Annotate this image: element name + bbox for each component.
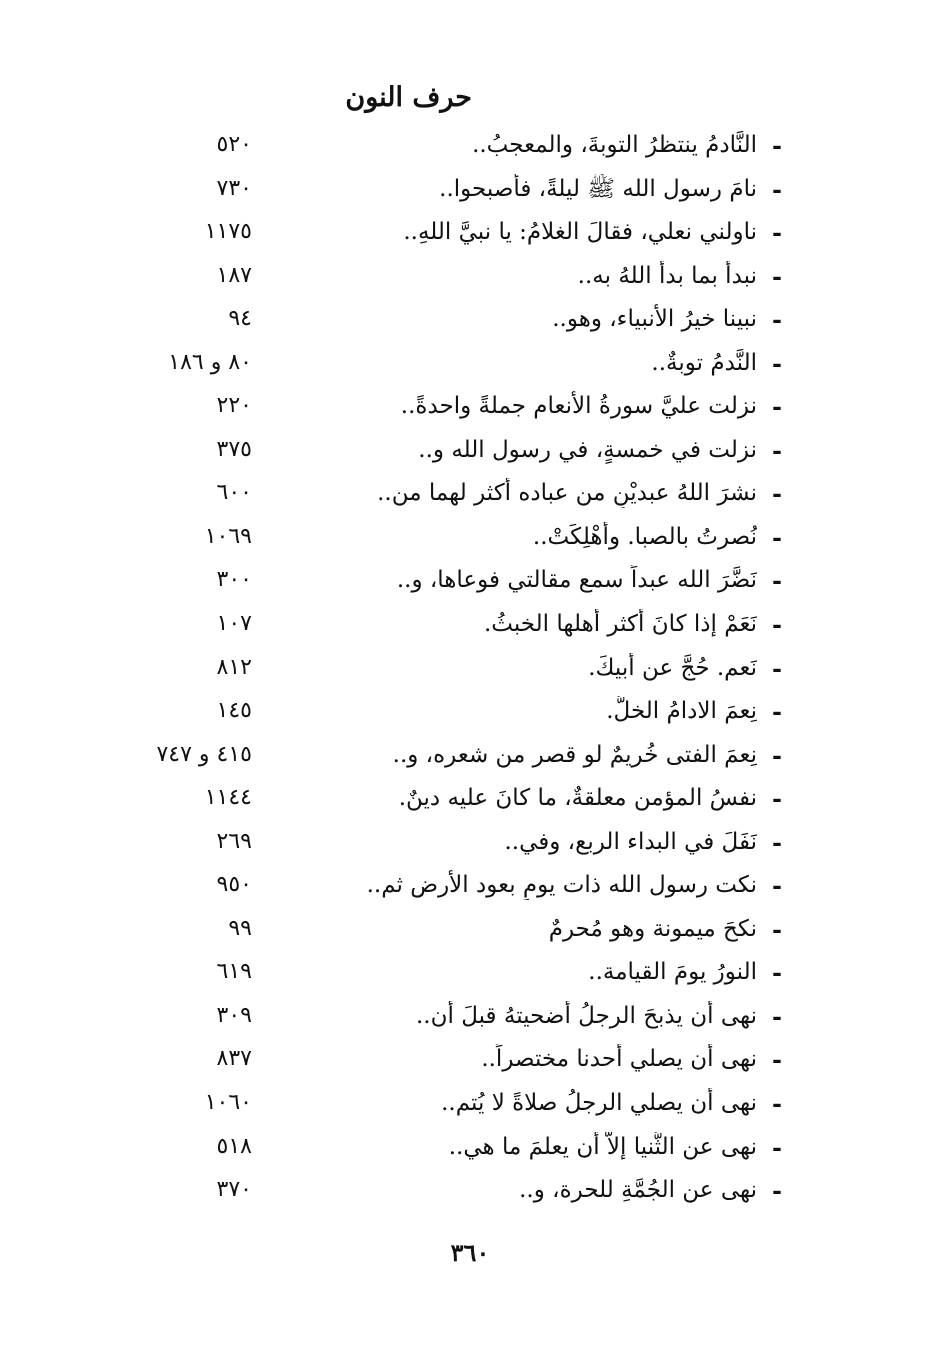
- entry-text: النَّادمُ ينتظرُ التوبةَ، والمعجبُ..: [472, 132, 757, 158]
- entry-page-ref: ٣٠٠: [216, 567, 252, 593]
- index-entry: [0, 779, 940, 823]
- entry-page-ref: ٦١٩: [216, 959, 252, 985]
- entry-text: نهى عن الجُمَّةِ للحرة، و..: [519, 1177, 757, 1204]
- entry-page-ref: ٤١٥ و ٧٤٧: [156, 741, 252, 767]
- entry-dash: -: [772, 871, 782, 901]
- entry-page-ref: ١٤٥: [216, 698, 252, 724]
- index-entry: [0, 431, 940, 475]
- entry-text: نَضَّرَ الله عبداً سمع مقالتي فوعاها، و..: [396, 567, 757, 594]
- index-entry: [0, 997, 940, 1041]
- index-entry: [0, 866, 940, 910]
- entry-page-ref: ٩٤: [228, 306, 252, 332]
- index-entry: [0, 692, 940, 736]
- entry-dash: -: [772, 1045, 782, 1075]
- entry-page-ref: ٩٩: [228, 915, 252, 941]
- entry-dash: -: [772, 1176, 782, 1206]
- entry-text: نِعمَ الفتى خُريمٌ لو قصر من شعره، و..: [392, 741, 757, 768]
- entry-text: نامَ رسول الله ﷺ ليلةً، فأصبحوا..: [439, 175, 757, 202]
- section-heading: حرف النون: [345, 82, 472, 113]
- entry-page-ref: ١٠٦٩: [204, 523, 252, 549]
- entry-page-ref: ٩٥٠: [216, 872, 252, 898]
- index-entry: [0, 474, 940, 518]
- entry-page-ref: ٣٧٥: [216, 436, 252, 462]
- entry-dash: -: [772, 566, 782, 596]
- entry-page-ref: ٨٠ و ١٨٦: [168, 349, 252, 375]
- index-entry: [0, 213, 940, 257]
- entry-text: نكحَ ميمونة وهو مُحرمٌ: [548, 915, 757, 942]
- entry-dash: -: [772, 348, 782, 378]
- entry-dash: -: [772, 479, 782, 509]
- entry-page-ref: ٨١٢: [216, 654, 252, 680]
- entry-dash: -: [772, 697, 782, 727]
- entry-dash: -: [772, 610, 782, 640]
- entry-page-ref: ٢٦٩: [216, 828, 252, 854]
- entry-dash: -: [772, 218, 782, 248]
- entry-text: النَّدمُ توبةٌ..: [651, 349, 757, 376]
- entry-page-ref: ١١٧٥: [204, 219, 252, 245]
- entry-text: نفسُ المؤمن معلقةٌ، ما كانَ عليه دينٌ.: [398, 785, 757, 812]
- entry-page-ref: ١٨٧: [216, 262, 252, 288]
- entry-page-ref: ٣٠٩: [216, 1002, 252, 1028]
- index-entry: [0, 518, 940, 562]
- entry-dash: -: [772, 392, 782, 422]
- index-entry: [0, 953, 940, 997]
- page-number: ٣٦٠: [450, 1238, 490, 1267]
- index-entry: [0, 605, 940, 649]
- index-entry: [0, 344, 940, 388]
- entry-text: نهى أن يذبحَ الرجلُ أضحيتهُ قبلَ أن..: [415, 1002, 757, 1029]
- entry-text: نهى أن يصلي الرجلُ صلاةً لا يُتم..: [441, 1090, 757, 1117]
- entry-dash: -: [772, 740, 782, 770]
- entry-page-ref: ٥١٨: [216, 1133, 252, 1159]
- entry-dash: -: [772, 522, 782, 552]
- entry-page-ref: ٥٢٠: [216, 132, 252, 157]
- index-entry: [0, 300, 940, 344]
- entry-text: نكت رسول الله ذات يومٍ بعود الأرض ثم..: [366, 872, 757, 899]
- entry-text: نبدأ بما بدأ اللهُ به..: [577, 262, 757, 289]
- index-entry: [0, 736, 940, 780]
- entry-text: النورُ يومَ القيامة..: [588, 959, 757, 986]
- entry-page-ref: ٣٧٠: [216, 1177, 252, 1203]
- entry-dash: -: [772, 305, 782, 335]
- entry-page-ref: ٦٠٠: [216, 480, 252, 506]
- index-entry: [0, 1171, 940, 1215]
- index-entry: [0, 823, 940, 867]
- entry-dash: -: [772, 1001, 782, 1031]
- index-entry: [0, 561, 940, 605]
- entry-dash: -: [772, 784, 782, 814]
- entry-page-ref: ٨٣٧: [216, 1046, 252, 1072]
- index-entry: [0, 649, 940, 693]
- entry-page-ref: ٧٣٠: [216, 175, 252, 201]
- entry-text: نَعَمْ إذا كانَ أكثر أهلها الخبثُ.: [483, 611, 757, 638]
- entry-text: ناولني نعلي، فقالَ الغلامُ: يا نبيَّ اللهِ..: [403, 219, 757, 246]
- entry-text: نهى عن الثُّنيا إلاَّ أن يعلمَ ما هي..: [448, 1133, 757, 1160]
- entry-text: نبينا خيرُ الأنبياء، وهو..: [552, 306, 757, 333]
- entry-page-ref: ١٠٧: [216, 611, 252, 637]
- entry-dash: -: [772, 914, 782, 944]
- entry-dash: -: [772, 827, 782, 857]
- index-entry: [0, 910, 940, 954]
- entry-dash: -: [772, 1132, 782, 1162]
- index-entry: [0, 1084, 940, 1128]
- entry-dash: -: [772, 435, 782, 465]
- entry-text: نِعمَ الادامُ الخلُّ.: [606, 698, 757, 725]
- entry-dash: -: [772, 131, 782, 160]
- entry-dash: -: [772, 653, 782, 683]
- entry-page-ref: ١٠٦٠: [204, 1090, 252, 1116]
- entry-text: نهى أن يصلي أحدنا مختصراً..: [481, 1046, 757, 1073]
- entry-dash: -: [772, 958, 782, 988]
- entry-text: نزلت في خمسةٍ، في رسول الله و..: [418, 436, 757, 463]
- entry-text: نزلت عليَّ سورةُ الأنعام جملةً واحدةً..: [400, 393, 757, 420]
- entry-dash: -: [772, 261, 782, 291]
- entry-text: نَعم. حُجَّ عن أبيكَ.: [588, 654, 757, 681]
- entry-dash: -: [772, 174, 782, 204]
- index-entry: [0, 257, 940, 301]
- entry-dash: -: [772, 1089, 782, 1119]
- entry-text: نُصرتُ بالصبا. وأُهْلِكَتْ..: [532, 523, 757, 550]
- index-entry: [0, 1040, 940, 1084]
- entry-page-ref: ١١٤٤: [204, 785, 252, 811]
- index-entry: [0, 126, 940, 170]
- index-entry: [0, 387, 940, 431]
- hadith-index-list: [0, 126, 940, 1215]
- index-entry: [0, 170, 940, 214]
- entry-page-ref: ٢٢٠: [216, 393, 252, 419]
- index-entry: [0, 1128, 940, 1172]
- entry-text: نشرَ اللهُ عبديْنِ من عباده أكثر لهما من..: [377, 480, 757, 507]
- entry-text: نَفَلَ في البداء الربع، وفي..: [504, 828, 757, 855]
